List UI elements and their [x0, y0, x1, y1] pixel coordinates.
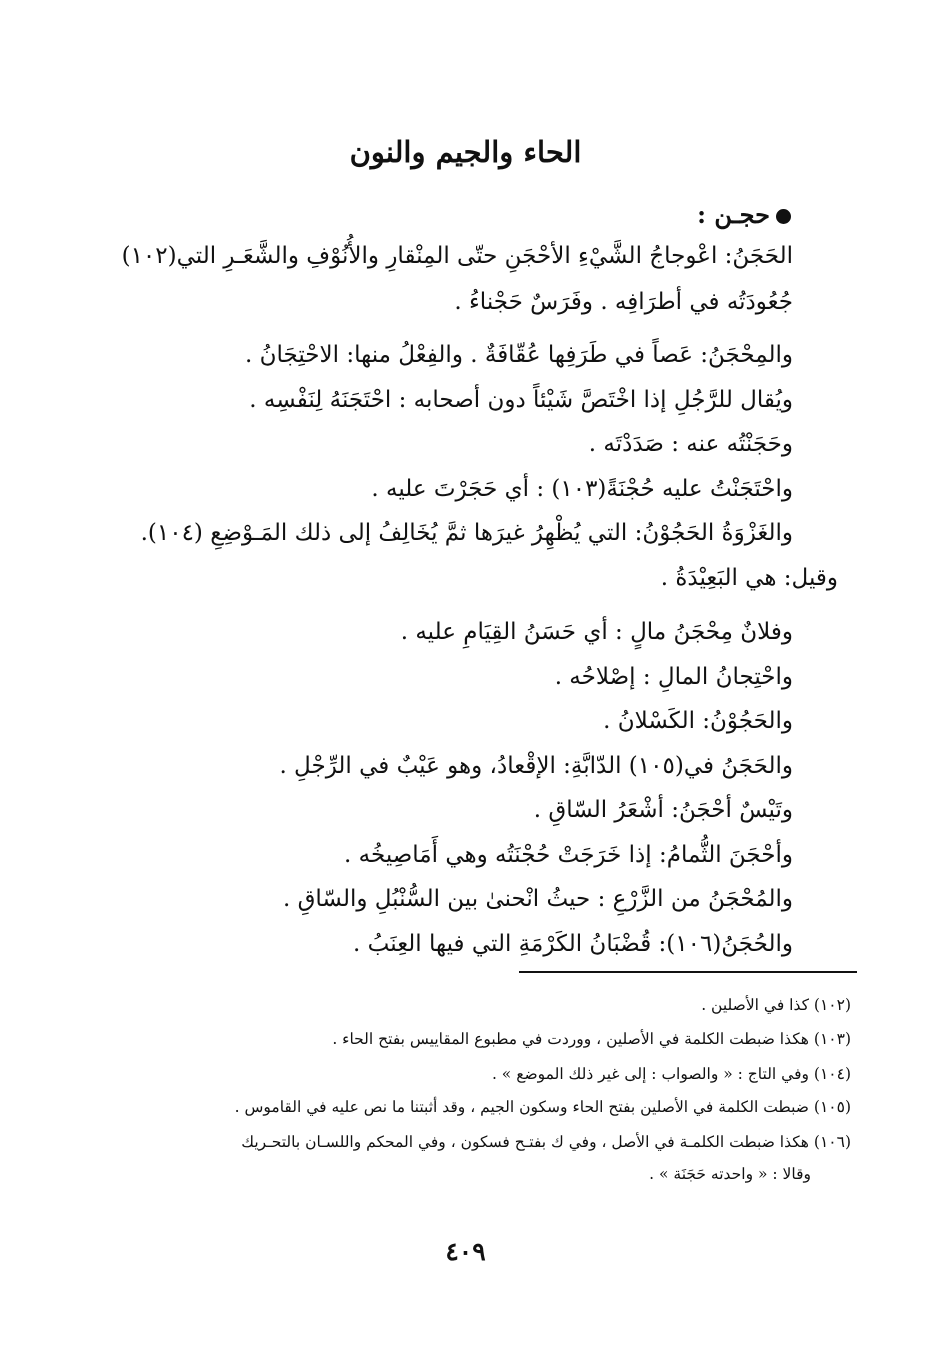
footnote: (١٠٥) ضبطت الكلمة في الأصلين بفتح الحاء وسكون الجيم ، وقد أثبتنا ما نص عليه في القاموس . [234, 1098, 851, 1116]
chapter-title: الحاء والجيم والنون [349, 135, 582, 169]
footnote-divider [519, 971, 857, 973]
entry-heading [697, 200, 791, 229]
body-line: والحَجُوْنُ: الكَسْلانُ . [603, 708, 793, 734]
body-line: واحْتِجانُ المالِ : إصْلاحُه . [554, 664, 793, 690]
body-line: وحَجَنْتُه عنه : صَدَدْتَه . [588, 431, 793, 457]
body-line: والمِحْجَنُ: عَصاً في طَرَفِها عُقّافَةٌ . والفِعْلُ منها: الاحْتِجَانُ . [245, 342, 793, 368]
body-line: والغَزْوَةُ الحَجُوْنُ: التي يُظْهِرُ غيرَها ثمَّ يُخَالِفُ إلى ذلك المَـوْضِعِ (١٠٤). [140, 520, 793, 546]
body-line: والحُجَنُ(١٠٦): قُضْبَانُ الكَرْمَةِ التي فيها العِنَبُ . [353, 931, 793, 957]
bullet-icon [776, 209, 791, 224]
footnote: (١٠٣) هكذا ضبطت الكلمة في الأصلين ، ووردت في مطبوع المقاييس بفتح الحاء . [332, 1030, 851, 1048]
body-line: والحَجَنُ في(١٠٥) الدّابَّةِ: الإقْعادُ، وهو عَيْبٌ في الرِّجْلِ . [279, 753, 793, 779]
footnote: (١٠٢) كذا في الأصلين . [701, 996, 851, 1014]
footnote-continuation: وقالا : « واحدته حَجَنَة » . [649, 1165, 811, 1183]
page-number: ٤٠٩ [445, 1237, 486, 1266]
body-line: واحْتَجَنْتُ عليه حُجْنَةً(١٠٣) : أي حَجَرْتَ عليه . [371, 476, 793, 502]
footnote: (١٠٤) وفي التاج : « والصواب : إلى غير ذلك الموضع » . [491, 1065, 851, 1083]
body-line: والمُحْجَنُ من الزَّرْعِ : حيثُ انْحنىٰ بين السُّنْبُلِ والسّاقِ . [282, 886, 793, 912]
body-line: ويُقال للرَّجُلِ إذا اخْتَصَّ شَيْئاً دون أصحابه : احْتَجَنَهُ لِنَفْسِه . [249, 387, 793, 413]
body-line: جُعُودَتُه في أطرَافِه . وفَرَسٌ حَجْناءُ . [454, 289, 793, 315]
body-line: وقيل: هي البَعِيْدَةُ . [660, 565, 838, 591]
body-line: وتَيْسٌ أحْجَنُ: أشْعَرُ السّاقِ . [533, 797, 793, 823]
footnote: (١٠٦) هكذا ضبطت الكلمـة في الأصل ، وفي ك بفتـح فسكون ، وفي المحكم واللسـان بالتحـريك [241, 1133, 851, 1151]
body-line: وأحْجَنَ الثُّمامُ: إذا خَرَجَتْ حُجْنَتُه وهي أَمَاصِيخُه . [344, 842, 793, 868]
entry-heading-text: حجـن : [697, 200, 770, 229]
body-line: الحَجَنُ: اعْوجاجُ الشَّيْءِ الأحْجَنِ حتّى المِنْقارِ والأُنُوْفِ والشَّعَـرِ التي(١٠٢) [121, 243, 793, 269]
body-line: وفلانٌ مِحْجَنُ مالٍ : أي حَسَنُ القِيَامِ عليه . [400, 619, 793, 645]
